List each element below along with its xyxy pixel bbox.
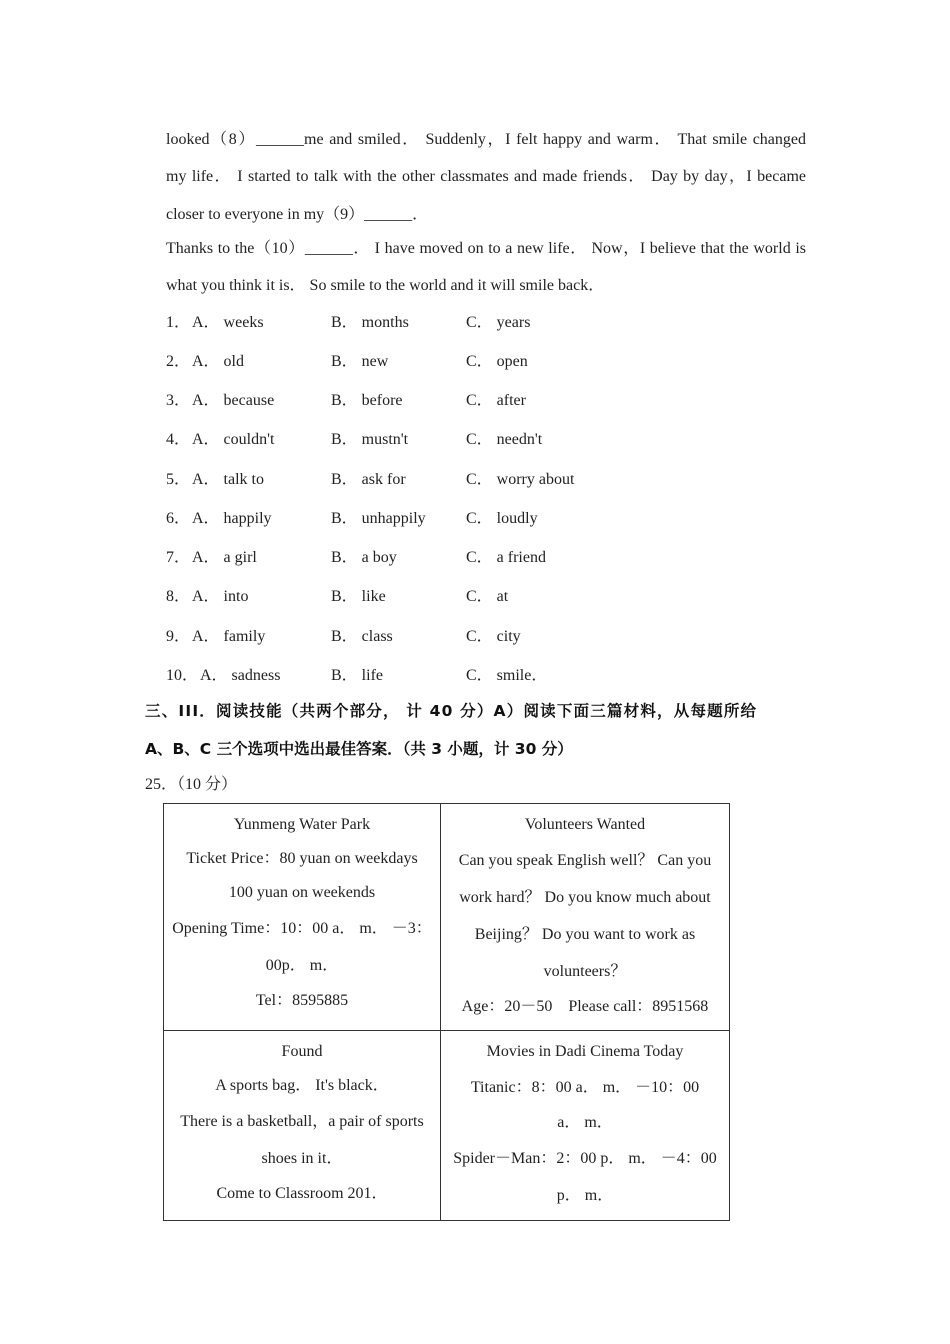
option-c: C． city: [466, 628, 521, 645]
option-b: B． like: [331, 588, 386, 605]
section-heading-line-1: 三、III．阅读技能（共两个部分， 计 40 分）A）阅读下面三篇材料，从每题所给: [145, 702, 758, 720]
water-park-opening-time: Opening Time：10：00 a． m． －3：: [172, 920, 432, 937]
question-number: 6．: [166, 510, 191, 527]
question-number: 4．: [166, 431, 191, 448]
volunteers-line-2: work hard？ Do you know much about: [459, 889, 711, 906]
option-c: C． worry about: [466, 471, 575, 488]
option-a: A． family: [192, 628, 266, 645]
volunteers-ad: [441, 804, 730, 1031]
movies-titanic: Titanic：8：00 a． m． －10：00: [470, 1079, 700, 1096]
volunteers-title: Volunteers Wanted: [524, 816, 646, 833]
passage-line-5: what you think it is． So smile to the world and it will smile back．: [166, 277, 605, 294]
found-line-1: A sports bag． It's black．: [215, 1077, 389, 1094]
option-c: C． years: [466, 314, 531, 331]
option-c: C． needn't: [466, 431, 543, 448]
question-number: 9．: [166, 628, 191, 645]
found-ad: [164, 1031, 441, 1221]
question-number: 2．: [166, 353, 191, 370]
movies-title: Movies in Dadi Cinema Today: [486, 1043, 684, 1060]
movies-ad: [441, 1031, 730, 1221]
option-b: B． months: [331, 314, 409, 331]
option-a: A． weeks: [192, 314, 264, 331]
passage-line-2: my life． I started to talk with the other classmates and made friends． Day by day，I became: [166, 168, 806, 185]
option-b: B． a boy: [331, 549, 397, 566]
passage-line-1: looked（8）______me and smiled． Suddenly，I felt happy and warm． That smile changed: [166, 131, 806, 148]
question-25-label: 25．（10 分）: [145, 776, 238, 793]
question-number: 7．: [166, 549, 191, 566]
volunteers-line-3: Beijing？ Do you want to work as: [474, 926, 696, 943]
section-heading-line-2: A、B、C 三个选项中选出最佳答案．（共 3 小题，计 30 分）: [145, 740, 573, 758]
water-park-opening-time-end: 00p． m．: [265, 957, 339, 974]
option-a: A． because: [192, 392, 275, 409]
water-park-weekend-price: 100 yuan on weekends: [228, 884, 376, 901]
water-park-ticket-price: Ticket Price：80 yuan on weekdays: [186, 850, 418, 867]
option-a: A． couldn't: [192, 431, 275, 448]
found-line-2: There is a basketball，a pair of sports: [180, 1113, 424, 1130]
option-a: A． old: [192, 353, 245, 370]
option-b: B． unhappily: [331, 510, 426, 527]
question-number: 5．: [166, 471, 191, 488]
movies-titanic-end: a． m．: [557, 1114, 613, 1131]
water-park-ad: [164, 804, 441, 1031]
volunteers-line-4: volunteers？: [543, 963, 627, 980]
option-c: C． at: [466, 588, 509, 605]
option-b: B． life: [331, 667, 383, 684]
option-b: B． class: [331, 628, 393, 645]
option-b: B． new: [331, 353, 389, 370]
volunteers-line-1: Can you speak English well？ Can you: [458, 852, 712, 869]
question-number: 3．: [166, 392, 191, 409]
passage-line-4: Thanks to the（10）______． I have moved on to a new life． Now，I believe that the world is: [166, 240, 806, 257]
option-a: A． into: [192, 588, 249, 605]
option-a: A． a girl: [192, 549, 257, 566]
found-line-3: shoes in it．: [261, 1150, 343, 1167]
option-c: C． loudly: [466, 510, 538, 527]
question-number: 1．: [166, 314, 191, 331]
water-park-tel: Tel：8595885: [255, 992, 349, 1009]
option-a: A． happily: [192, 510, 272, 527]
volunteers-contact: Age：20－50 Please call：8951568: [461, 998, 709, 1015]
question-number: 10．: [166, 667, 199, 684]
passage-line-3: closer to everyone in my（9）______．: [166, 206, 429, 223]
option-b: B． before: [331, 392, 403, 409]
option-a: A． sadness: [200, 667, 281, 684]
option-b: B． ask for: [331, 471, 406, 488]
movies-spiderman: Spider－Man：2：00 p． m． －4：00: [453, 1150, 717, 1167]
option-c: C． a friend: [466, 549, 546, 566]
found-line-4: Come to Classroom 201．: [216, 1185, 388, 1202]
option-c: C． open: [466, 353, 528, 370]
water-park-title: Yunmeng Water Park: [233, 816, 371, 833]
option-b: B． mustn't: [331, 431, 409, 448]
option-c: C． smile．: [466, 667, 548, 684]
movies-spiderman-end: p． m．: [556, 1187, 614, 1204]
ads-table: [163, 803, 730, 1221]
option-c: C． after: [466, 392, 526, 409]
option-a: A． talk to: [192, 471, 264, 488]
question-number: 8．: [166, 588, 191, 605]
found-title: Found: [281, 1043, 323, 1060]
